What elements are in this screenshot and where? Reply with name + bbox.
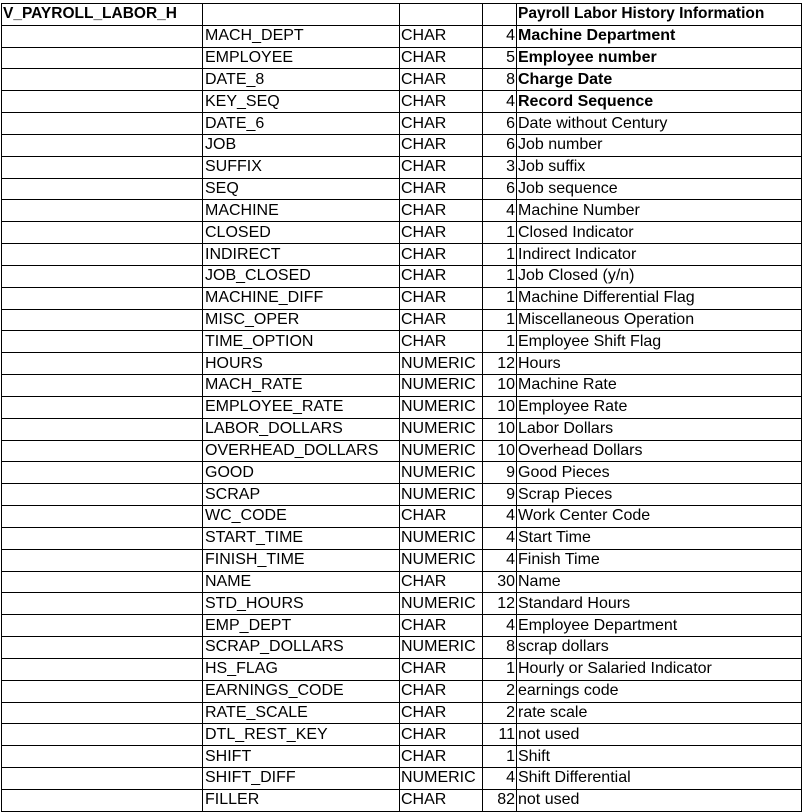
field-description-cell: Hourly or Salaried Indicator <box>517 658 802 680</box>
field-name-cell: MACH_RATE <box>203 375 400 397</box>
field-length-cell: 8 <box>483 69 517 91</box>
field-type-cell: CHAR <box>400 571 483 593</box>
field-length-cell: 4 <box>483 200 517 222</box>
field-description-cell: Start Time <box>517 527 802 549</box>
row-empty-cell <box>2 767 203 789</box>
field-name-cell: RATE_SCALE <box>203 702 400 724</box>
table-row <box>2 484 802 506</box>
table-row <box>2 527 802 549</box>
field-type-cell: CHAR <box>400 244 483 266</box>
row-empty-cell <box>2 418 203 440</box>
row-empty-cell <box>2 593 203 615</box>
field-name-cell: STD_HOURS <box>203 593 400 615</box>
field-description-cell: scrap dollars <box>517 637 802 659</box>
field-type-cell: CHAR <box>400 69 483 91</box>
field-type-cell: NUMERIC <box>400 767 483 789</box>
field-name-cell: LABOR_DOLLARS <box>203 418 400 440</box>
table-row <box>2 746 802 768</box>
table-row <box>2 375 802 397</box>
field-length-cell: 1 <box>483 309 517 331</box>
field-name-cell: DTL_REST_KEY <box>203 724 400 746</box>
table-name-cell: V_PAYROLL_LABOR_H <box>2 4 203 26</box>
row-empty-cell <box>2 178 203 200</box>
table-row <box>2 309 802 331</box>
field-name-cell: FINISH_TIME <box>203 549 400 571</box>
field-name-cell: CLOSED <box>203 222 400 244</box>
field-description-cell: Employee number <box>517 47 802 69</box>
field-description-cell: Finish Time <box>517 549 802 571</box>
field-name-cell: EMPLOYEE <box>203 47 400 69</box>
field-length-cell: 3 <box>483 156 517 178</box>
field-length-cell: 11 <box>483 724 517 746</box>
field-type-cell: CHAR <box>400 47 483 69</box>
field-length-cell: 2 <box>483 702 517 724</box>
field-type-cell: CHAR <box>400 724 483 746</box>
field-length-cell: 1 <box>483 331 517 353</box>
field-description-cell: Employee Rate <box>517 396 802 418</box>
field-type-cell: NUMERIC <box>400 418 483 440</box>
field-description-cell: Machine Department <box>517 25 802 47</box>
row-empty-cell <box>2 680 203 702</box>
field-description-cell: Shift Differential <box>517 767 802 789</box>
row-empty-cell <box>2 309 203 331</box>
field-description-cell: Charge Date <box>517 69 802 91</box>
field-description-cell: Labor Dollars <box>517 418 802 440</box>
field-description-cell: not used <box>517 724 802 746</box>
field-description-cell: Indirect Indicator <box>517 244 802 266</box>
field-length-cell: 5 <box>483 47 517 69</box>
table-row <box>2 724 802 746</box>
header-empty-cell <box>400 4 483 26</box>
field-name-cell: OVERHEAD_DOLLARS <box>203 440 400 462</box>
row-empty-cell <box>2 200 203 222</box>
field-name-cell: MISC_OPER <box>203 309 400 331</box>
field-name-cell: START_TIME <box>203 527 400 549</box>
field-name-cell: MACH_DEPT <box>203 25 400 47</box>
header-row <box>2 4 802 26</box>
table-row <box>2 440 802 462</box>
table-row <box>2 615 802 637</box>
table-row <box>2 178 802 200</box>
field-name-cell: JOB_CLOSED <box>203 265 400 287</box>
field-type-cell: CHAR <box>400 200 483 222</box>
field-length-cell: 6 <box>483 134 517 156</box>
field-length-cell: 4 <box>483 767 517 789</box>
row-empty-cell <box>2 25 203 47</box>
field-name-cell: SEQ <box>203 178 400 200</box>
field-type-cell: CHAR <box>400 680 483 702</box>
field-description-cell: Good Pieces <box>517 462 802 484</box>
field-length-cell: 1 <box>483 658 517 680</box>
field-type-cell: CHAR <box>400 746 483 768</box>
field-length-cell: 12 <box>483 353 517 375</box>
field-name-cell: SHIFT <box>203 746 400 768</box>
table-row <box>2 244 802 266</box>
field-length-cell: 10 <box>483 418 517 440</box>
row-empty-cell <box>2 222 203 244</box>
field-name-cell: JOB <box>203 134 400 156</box>
table-row <box>2 767 802 789</box>
field-name-cell: SUFFIX <box>203 156 400 178</box>
table-row <box>2 593 802 615</box>
field-type-cell: CHAR <box>400 506 483 528</box>
field-description-cell: Hours <box>517 353 802 375</box>
table-body <box>2 4 802 812</box>
table-row <box>2 680 802 702</box>
field-length-cell: 1 <box>483 222 517 244</box>
table-description-cell: Payroll Labor History Information <box>517 4 802 26</box>
row-empty-cell <box>2 549 203 571</box>
table-row <box>2 331 802 353</box>
field-length-cell: 4 <box>483 91 517 113</box>
field-length-cell: 9 <box>483 484 517 506</box>
row-empty-cell <box>2 265 203 287</box>
field-type-cell: NUMERIC <box>400 396 483 418</box>
field-length-cell: 2 <box>483 680 517 702</box>
row-empty-cell <box>2 244 203 266</box>
field-description-cell: Name <box>517 571 802 593</box>
row-empty-cell <box>2 440 203 462</box>
row-empty-cell <box>2 746 203 768</box>
field-name-cell: KEY_SEQ <box>203 91 400 113</box>
field-description-cell: Job number <box>517 134 802 156</box>
field-name-cell: EMP_DEPT <box>203 615 400 637</box>
field-name-cell: GOOD <box>203 462 400 484</box>
field-description-cell: Employee Department <box>517 615 802 637</box>
table-row <box>2 462 802 484</box>
table-row <box>2 506 802 528</box>
field-type-cell: CHAR <box>400 265 483 287</box>
field-length-cell: 4 <box>483 527 517 549</box>
field-name-cell: EMPLOYEE_RATE <box>203 396 400 418</box>
field-name-cell: MACHINE <box>203 200 400 222</box>
field-name-cell: HOURS <box>203 353 400 375</box>
field-type-cell: CHAR <box>400 309 483 331</box>
field-description-cell: Miscellaneous Operation <box>517 309 802 331</box>
field-length-cell: 1 <box>483 746 517 768</box>
table-row <box>2 47 802 69</box>
field-type-cell: CHAR <box>400 178 483 200</box>
row-empty-cell <box>2 484 203 506</box>
field-name-cell: SCRAP <box>203 484 400 506</box>
table-row <box>2 549 802 571</box>
field-length-cell: 10 <box>483 440 517 462</box>
field-name-cell: WC_CODE <box>203 506 400 528</box>
field-type-cell: CHAR <box>400 789 483 811</box>
field-description-cell: Shift <box>517 746 802 768</box>
row-empty-cell <box>2 91 203 113</box>
row-empty-cell <box>2 724 203 746</box>
field-type-cell: NUMERIC <box>400 353 483 375</box>
table-row <box>2 658 802 680</box>
row-empty-cell <box>2 375 203 397</box>
field-name-cell: MACHINE_DIFF <box>203 287 400 309</box>
row-empty-cell <box>2 353 203 375</box>
field-length-cell: 6 <box>483 113 517 135</box>
field-length-cell: 4 <box>483 615 517 637</box>
row-empty-cell <box>2 527 203 549</box>
row-empty-cell <box>2 702 203 724</box>
field-name-cell: NAME <box>203 571 400 593</box>
field-length-cell: 1 <box>483 265 517 287</box>
table-row <box>2 418 802 440</box>
table-row <box>2 25 802 47</box>
header-empty-cell <box>483 4 517 26</box>
field-description-cell: rate scale <box>517 702 802 724</box>
field-length-cell: 4 <box>483 25 517 47</box>
table-row <box>2 702 802 724</box>
field-description-cell: Date without Century <box>517 113 802 135</box>
field-name-cell: FILLER <box>203 789 400 811</box>
field-type-cell: CHAR <box>400 615 483 637</box>
field-name-cell: DATE_6 <box>203 113 400 135</box>
field-name-cell: DATE_8 <box>203 69 400 91</box>
table-row <box>2 69 802 91</box>
field-description-cell: Scrap Pieces <box>517 484 802 506</box>
field-type-cell: CHAR <box>400 331 483 353</box>
field-type-cell: CHAR <box>400 702 483 724</box>
field-length-cell: 1 <box>483 244 517 266</box>
field-type-cell: CHAR <box>400 156 483 178</box>
table-row <box>2 222 802 244</box>
row-empty-cell <box>2 615 203 637</box>
row-empty-cell <box>2 658 203 680</box>
field-length-cell: 1 <box>483 287 517 309</box>
field-name-cell: INDIRECT <box>203 244 400 266</box>
field-length-cell: 82 <box>483 789 517 811</box>
header-empty-cell <box>203 4 400 26</box>
row-empty-cell <box>2 69 203 91</box>
row-empty-cell <box>2 789 203 811</box>
field-description-cell: Standard Hours <box>517 593 802 615</box>
field-name-cell: SCRAP_DOLLARS <box>203 637 400 659</box>
field-description-cell: Job sequence <box>517 178 802 200</box>
field-type-cell: CHAR <box>400 91 483 113</box>
row-empty-cell <box>2 462 203 484</box>
table-row <box>2 200 802 222</box>
field-type-cell: CHAR <box>400 134 483 156</box>
row-empty-cell <box>2 287 203 309</box>
field-type-cell: CHAR <box>400 287 483 309</box>
field-type-cell: CHAR <box>400 658 483 680</box>
field-description-cell: Job Closed (y/n) <box>517 265 802 287</box>
row-empty-cell <box>2 396 203 418</box>
field-type-cell: NUMERIC <box>400 527 483 549</box>
field-description-cell: Overhead Dollars <box>517 440 802 462</box>
table-row <box>2 287 802 309</box>
field-length-cell: 10 <box>483 375 517 397</box>
field-description-cell: Closed Indicator <box>517 222 802 244</box>
field-length-cell: 10 <box>483 396 517 418</box>
field-description-cell: Work Center Code <box>517 506 802 528</box>
table-row <box>2 265 802 287</box>
field-type-cell: CHAR <box>400 25 483 47</box>
field-name-cell: SHIFT_DIFF <box>203 767 400 789</box>
field-type-cell: CHAR <box>400 222 483 244</box>
field-length-cell: 8 <box>483 637 517 659</box>
table-row <box>2 156 802 178</box>
field-type-cell: NUMERIC <box>400 375 483 397</box>
field-type-cell: NUMERIC <box>400 440 483 462</box>
field-description-cell: Machine Differential Flag <box>517 287 802 309</box>
table-row <box>2 637 802 659</box>
field-type-cell: NUMERIC <box>400 462 483 484</box>
table-row <box>2 571 802 593</box>
field-length-cell: 9 <box>483 462 517 484</box>
row-empty-cell <box>2 331 203 353</box>
field-description-cell: Employee Shift Flag <box>517 331 802 353</box>
field-description-cell: Machine Rate <box>517 375 802 397</box>
field-length-cell: 4 <box>483 506 517 528</box>
field-name-cell: EARNINGS_CODE <box>203 680 400 702</box>
field-length-cell: 12 <box>483 593 517 615</box>
field-length-cell: 4 <box>483 549 517 571</box>
field-length-cell: 30 <box>483 571 517 593</box>
table-row <box>2 113 802 135</box>
row-empty-cell <box>2 134 203 156</box>
row-empty-cell <box>2 113 203 135</box>
table-row <box>2 396 802 418</box>
field-type-cell: NUMERIC <box>400 637 483 659</box>
field-name-cell: TIME_OPTION <box>203 331 400 353</box>
table-row <box>2 353 802 375</box>
field-type-cell: CHAR <box>400 113 483 135</box>
field-name-cell: HS_FLAG <box>203 658 400 680</box>
field-length-cell: 6 <box>483 178 517 200</box>
field-description-cell: earnings code <box>517 680 802 702</box>
table-row <box>2 91 802 113</box>
field-type-cell: NUMERIC <box>400 549 483 571</box>
row-empty-cell <box>2 637 203 659</box>
field-description-cell: Machine Number <box>517 200 802 222</box>
row-empty-cell <box>2 156 203 178</box>
field-description-cell: not used <box>517 789 802 811</box>
field-type-cell: NUMERIC <box>400 484 483 506</box>
row-empty-cell <box>2 571 203 593</box>
row-empty-cell <box>2 506 203 528</box>
table-row <box>2 789 802 811</box>
field-description-cell: Job suffix <box>517 156 802 178</box>
field-type-cell: NUMERIC <box>400 593 483 615</box>
table-row <box>2 134 802 156</box>
row-empty-cell <box>2 47 203 69</box>
field-description-cell: Record Sequence <box>517 91 802 113</box>
field-definition-table <box>1 3 802 812</box>
